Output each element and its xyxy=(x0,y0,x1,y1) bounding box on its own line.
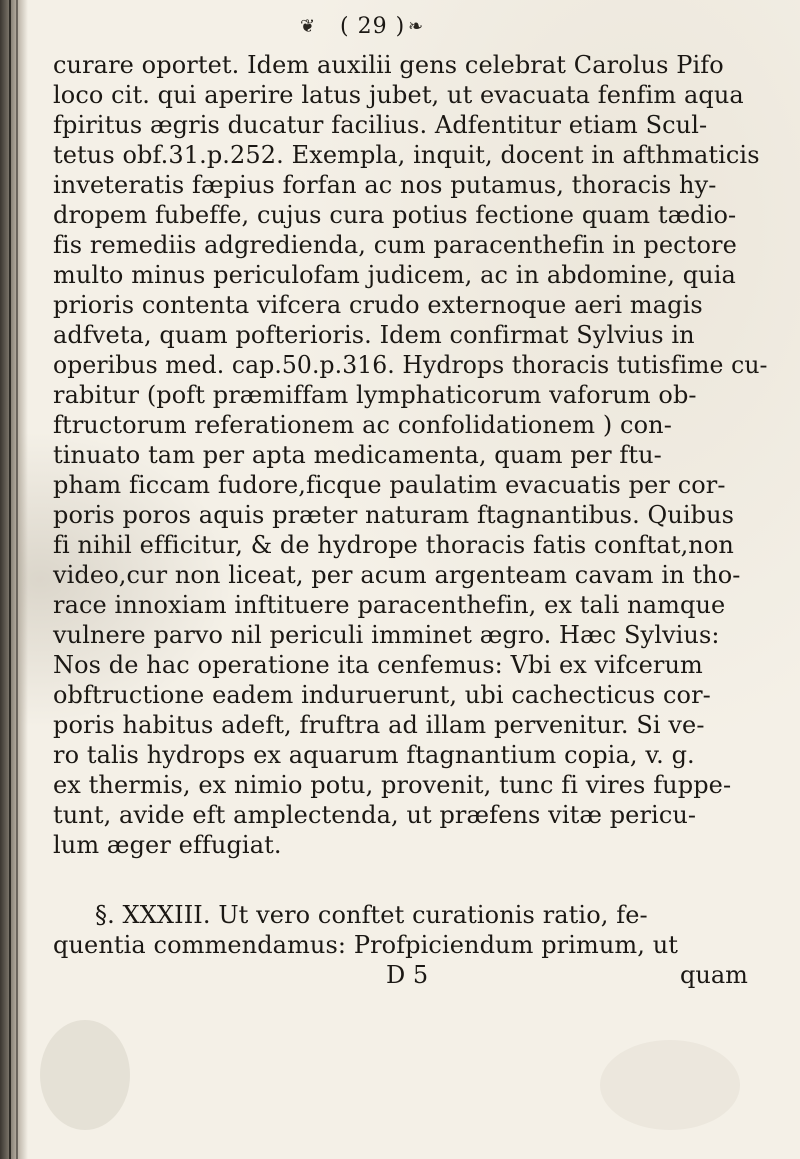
text-line: curare oportet. Idem auxilii gens celebrat Carolus Pifo xyxy=(53,51,724,79)
catchword: quam xyxy=(680,961,748,989)
text-line: adfveta, quam pofterioris. Idem confirmat Sylvius in xyxy=(53,321,695,349)
text-line: multo minus periculofam judicem, ac in abdomine, quia xyxy=(53,261,736,289)
text-line: prioris contenta vifcera crudo externoque aeri magis xyxy=(53,291,703,319)
section-line: quentia commendamus: Profpiciendum primum, ut xyxy=(53,931,679,959)
paper-stain xyxy=(40,1020,130,1130)
text-line: ftructorum referationem ac confolidationem ) con- xyxy=(53,411,672,439)
text-line: dropem fubeffe, cujus cura potius fectione quam tædio- xyxy=(53,201,737,229)
text-line: race innoxiam inftituere paracenthefin, ex tali namque xyxy=(53,591,726,619)
text-line: fpiritus ægris ducatur facilius. Adfentitur etiam Scul- xyxy=(53,111,708,139)
text-line: Nos de hac operatione ita cenfemus: Vbi ex vifcerum xyxy=(53,651,703,679)
text-line: fi nihil efficitur, & de hydrope thoracis fatis conftat,non xyxy=(53,531,734,559)
ornament-left-icon: ❦ xyxy=(300,16,316,37)
text-line: poris habitus adeft, fruftra ad illam pervenitur. Si ve- xyxy=(53,711,705,739)
section-line: §. XXXIII. Ut vero conftet curationis ratio, fe- xyxy=(95,901,648,929)
text-line: ro talis hydrops ex aquarum ftagnantium copia, v. g. xyxy=(53,741,695,769)
text-line: operibus med. cap.50.p.316. Hydrops thoracis tutisfime cu- xyxy=(53,351,768,379)
text-line: ex thermis, ex nimio potu, provenit, tunc fi vires fuppe- xyxy=(53,771,732,799)
binding-edge-line xyxy=(16,0,18,1159)
text-line: rabitur (poft præmiffam lymphaticorum vaforum ob- xyxy=(53,381,697,409)
signature-mark: D 5 xyxy=(386,961,429,989)
text-line: obftructione eadem induruerunt, ubi cachecticus cor- xyxy=(53,681,711,709)
text-line: pham ficcam fudore,ficque paulatim evacuatis per cor- xyxy=(53,471,726,499)
ornament-right-icon: ❧ xyxy=(408,16,424,37)
text-line: tetus obf.31.p.252. Exempla, inquit, docent in afthmaticis xyxy=(53,141,760,169)
text-line: lum æger effugiat. xyxy=(53,831,282,859)
binding-edge-line xyxy=(9,0,11,1159)
text-line: tunt, avide eft amplectenda, ut præfens vitæ pericu- xyxy=(53,801,697,829)
text-line: tinuato tam per apta medicamenta, quam per ftu- xyxy=(53,441,662,469)
paper-stain xyxy=(600,1040,740,1130)
page-number: ( 29 ) xyxy=(340,14,406,39)
text-line: poris poros aquis præter naturam ftagnantibus. Quibus xyxy=(53,501,735,529)
text-line: video,cur non liceat, per acum argenteam cavam in tho- xyxy=(53,561,741,589)
text-line: vulnere parvo nil periculi imminet ægro. Hæc Sylvius: xyxy=(53,621,720,649)
text-line: loco cit. qui aperire latus jubet, ut evacuata fenfim aqua xyxy=(53,81,744,109)
text-line: fis remediis adgredienda, cum paracenthefin in pectore xyxy=(53,231,737,259)
binding-gutter xyxy=(0,0,28,1159)
text-line: inveteratis fæpius forfan ac nos putamus, thoracis hy- xyxy=(53,171,717,199)
